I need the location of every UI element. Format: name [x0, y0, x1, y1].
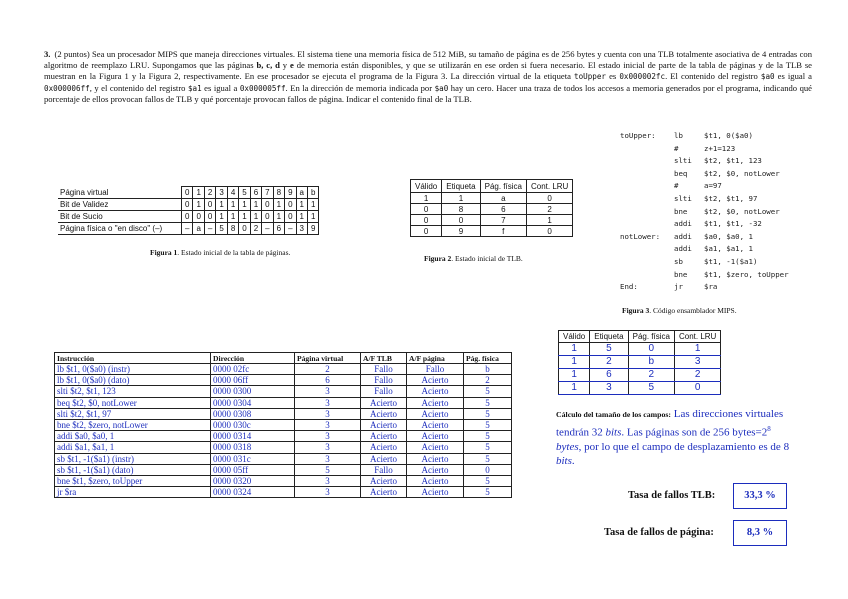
trace-cell: lb $t1, 0($a0) (dato) — [55, 375, 211, 386]
trace-cell: 2 — [464, 375, 512, 386]
code-line — [620, 231, 789, 244]
tlb-cell: 1 — [559, 369, 590, 382]
code-opcode: sb — [674, 256, 683, 266]
page-table-row — [58, 211, 319, 223]
page-table-row — [58, 187, 319, 199]
code-opcode: slti — [674, 193, 692, 203]
code-label: toUpper: — [620, 131, 656, 140]
address-code: 0x000002fc — [619, 72, 666, 82]
calc-heading: Cálculo del tamaño de los campos: — [556, 410, 672, 419]
problem-number: 3. — [44, 49, 51, 59]
trace-cell: Acierto — [407, 476, 464, 487]
tlb-cell: 1 — [674, 343, 720, 356]
code-args: $t1, 0($a0) — [704, 131, 753, 140]
page-table-row — [58, 199, 319, 211]
calc-text: . Las páginas son de 256 bytes=2 — [621, 426, 768, 439]
trace-cell: Acierto — [361, 420, 407, 431]
page-table-cell: 6 — [250, 187, 261, 199]
page-table-cell: a — [296, 187, 307, 199]
tlb-cell: 1 — [559, 356, 590, 369]
tlb-cell: 1 — [526, 215, 572, 226]
tlb-row — [559, 356, 721, 369]
trace-cell: Acierto — [361, 431, 407, 442]
trace-cell: 5 — [295, 464, 361, 475]
problem-text: . En la dirección de memoria indicada por — [285, 82, 435, 93]
code-label: End: — [620, 282, 638, 292]
page-table-row-label: Bit de Validez — [58, 199, 182, 211]
page-table-cell: 0 — [182, 211, 193, 223]
problem-statement — [44, 49, 812, 105]
register-code: $a0 — [434, 83, 449, 93]
tlb-cell: 2 — [674, 369, 720, 382]
trace-cell: Acierto — [407, 375, 464, 386]
tlb-cell: 9 — [442, 226, 480, 237]
trace-cell: 5 — [464, 408, 512, 419]
code-args: a=97 — [704, 181, 722, 191]
page-table-row-label: Bit de Sucio — [58, 211, 182, 223]
page-fault-rate-value: 8,3 % — [733, 520, 787, 546]
page-table-cell: 3 — [296, 223, 307, 235]
trace-cell: 5 — [464, 420, 512, 431]
tlb-cell: 1 — [559, 343, 590, 356]
trace-cell: beq $t2, $0, notLower — [55, 397, 211, 408]
page-table-cell: 1 — [216, 211, 227, 223]
page-table-cell: – — [262, 223, 273, 235]
tlb-cell: a — [480, 193, 526, 204]
calc-text: bytes — [556, 440, 579, 453]
calc-text: bits — [605, 426, 622, 439]
page-table-cell: 8 — [273, 187, 284, 199]
problem-text: . El contenido del registro — [665, 71, 761, 82]
code-line — [620, 193, 789, 206]
tlb-cell: 0 — [411, 204, 442, 215]
trace-cell: 5 — [464, 453, 512, 464]
trace-cell: 0000 0308 — [211, 408, 295, 419]
trace-row — [55, 420, 512, 431]
problem-text: de memoria están disponibles, y que se utilizarán en ese orden si fuera necesario. El estado inicial de parte de la tabla de páginas y de la TLB se muestran en la Figura 1 y la Figura 2, respectivamente. En ese procesador se ejecuta el programa de la Figura 3. La dirección virtual de la etiqueta — [44, 60, 812, 82]
trace-cell: 6 — [295, 375, 361, 386]
tlb-cell: 0 — [526, 193, 572, 204]
tlb-header-cell: Etiqueta — [442, 180, 480, 193]
page-table-cell: 0 — [193, 211, 204, 223]
trace-row — [55, 397, 512, 408]
trace-cell: 3 — [295, 487, 361, 498]
trace-cell: Acierto — [361, 397, 407, 408]
code-label: notLower: — [620, 231, 661, 241]
tlb-row — [559, 369, 721, 382]
page-table-cell: 0 — [285, 199, 296, 211]
page-table-cell: – — [204, 223, 215, 235]
trace-header-cell: Página virtual — [295, 353, 361, 364]
field-size-calculation — [556, 407, 796, 468]
problem-text: , y el contenido del registro — [89, 82, 188, 93]
code-line — [620, 256, 789, 269]
page-table-cell: 0 — [262, 211, 273, 223]
trace-row — [55, 453, 512, 464]
code-opcode: # — [674, 143, 679, 153]
trace-cell: 0000 0300 — [211, 386, 295, 397]
trace-cell: Acierto — [361, 442, 407, 453]
trace-row — [55, 408, 512, 419]
trace-cell: Acierto — [407, 397, 464, 408]
code-opcode: addi — [674, 244, 692, 254]
tlb-header-cell: Cont. LRU — [674, 331, 720, 343]
trace-cell: 0000 06ff — [211, 375, 295, 386]
code-line — [620, 143, 789, 156]
tlb-cell: 7 — [480, 215, 526, 226]
page-table-cell: 1 — [227, 199, 238, 211]
page-table-cell: 1 — [250, 211, 261, 223]
trace-cell: 3 — [295, 386, 361, 397]
trace-cell: 0000 031c — [211, 453, 295, 464]
tlb-initial-table — [410, 179, 573, 237]
page-e-bold: e — [290, 60, 294, 71]
trace-cell: Acierto — [407, 487, 464, 498]
trace-cell: 0000 0314 — [211, 431, 295, 442]
trace-cell: b — [464, 364, 512, 375]
calc-text: bits — [556, 454, 572, 467]
tlb-row — [559, 343, 721, 356]
code-args: $t2, $0, notLower — [704, 206, 780, 216]
trace-cell: Acierto — [407, 386, 464, 397]
code-line — [620, 206, 789, 219]
value-code: 0x000005ff — [239, 83, 286, 93]
trace-row — [55, 476, 512, 487]
page-table-cell: 1 — [250, 199, 261, 211]
tlb-cell: b — [628, 356, 674, 369]
code-line — [620, 130, 789, 143]
page-table-row — [58, 223, 319, 235]
figure-1-caption: Figura 1. Estado inicial de la tabla de páginas. — [150, 248, 291, 257]
page-table-cell: 0 — [262, 199, 273, 211]
tlb-row — [411, 204, 573, 215]
page-table-cell: 1 — [227, 211, 238, 223]
calc-text: , por lo que el campo de desplazamiento es de 8 — [578, 440, 790, 453]
page-table-cell: 6 — [273, 223, 284, 235]
page-table-cell: 1 — [216, 199, 227, 211]
page-table-cell: a — [193, 223, 204, 235]
tlb-cell: 0 — [628, 343, 674, 356]
trace-cell: 0000 02fc — [211, 364, 295, 375]
problem-text: y — [279, 60, 290, 71]
code-args: $ra — [704, 282, 718, 292]
trace-cell: sb $t1, -1($a1) (instr) — [55, 453, 211, 464]
trace-cell: Acierto — [407, 431, 464, 442]
value-code: 0x000006ff — [44, 83, 90, 93]
calc-exponent: 8 — [767, 425, 771, 433]
tlb-cell: 0 — [411, 226, 442, 237]
trace-cell: Fallo — [361, 375, 407, 386]
label-code: toUpper — [574, 72, 607, 82]
trace-cell: 3 — [295, 431, 361, 442]
code-opcode: bne — [674, 206, 688, 216]
page-table-cell: 0 — [182, 199, 193, 211]
calc-text: . — [571, 454, 575, 467]
page-table-cell: – — [182, 223, 193, 235]
tlb-header-cell: Válido — [559, 331, 590, 343]
tlb-cell: 3 — [590, 382, 628, 395]
tlb-final-table — [558, 330, 721, 395]
problem-text: es igual a — [201, 82, 240, 93]
trace-cell: slti $t2, $t1, 97 — [55, 408, 211, 419]
trace-cell: slti $t2, $t1, 123 — [55, 386, 211, 397]
code-opcode: addi — [674, 231, 692, 241]
code-args: $t2, $0, notLower — [704, 168, 780, 178]
trace-cell: 3 — [295, 442, 361, 453]
trace-header-cell: A/F página — [407, 353, 464, 364]
trace-cell: 0 — [464, 464, 512, 475]
code-opcode: # — [674, 181, 679, 191]
code-opcode: jr — [674, 282, 683, 292]
trace-cell: Acierto — [407, 420, 464, 431]
trace-cell: Acierto — [407, 442, 464, 453]
trace-row — [55, 464, 512, 475]
trace-row — [55, 364, 512, 375]
trace-cell: sb $t1, -1($a1) (dato) — [55, 464, 211, 475]
page-table-cell: 1 — [193, 187, 204, 199]
code-args: $t2, $t1, 97 — [704, 193, 758, 203]
page-table-cell: 1 — [193, 199, 204, 211]
tlb-cell: 1 — [411, 193, 442, 204]
tlb-row — [559, 382, 721, 395]
tlb-cell: 5 — [628, 382, 674, 395]
trace-cell: 5 — [464, 476, 512, 487]
tlb-header-cell: Etiqueta — [590, 331, 628, 343]
trace-cell: 3 — [295, 408, 361, 419]
code-args: $a1, $a1, 1 — [704, 244, 753, 254]
page-table-cell: 0 — [182, 187, 193, 199]
trace-header-cell: Pág. física — [464, 353, 512, 364]
page-table-cell: – — [285, 223, 296, 235]
tlb-header-cell: Pág. física — [628, 331, 674, 343]
code-args: $t1, $t1, -32 — [704, 219, 762, 229]
trace-row — [55, 386, 512, 397]
problem-text: es igual a — [774, 71, 812, 82]
code-opcode: lb — [674, 131, 683, 140]
tlb-cell: 6 — [590, 369, 628, 382]
problem-text: hay un cero. Hacer una traza de todos los accesos a memoria generados por el programa, indicando qué porcentaje de ellos provocan fallos de TLB y qué porcentaje provocan fallos de página. Indicar el contenido final de la TLB. — [44, 82, 812, 104]
page-table-cell: 1 — [307, 199, 318, 211]
trace-row — [55, 431, 512, 442]
trace-cell: Acierto — [407, 453, 464, 464]
page-table-cell: 8 — [227, 223, 238, 235]
trace-cell: lb $t1, 0($a0) (instr) — [55, 364, 211, 375]
tlb-row — [411, 215, 573, 226]
tlb-row — [411, 226, 573, 237]
trace-row — [55, 442, 512, 453]
trace-cell: 0000 030c — [211, 420, 295, 431]
code-line — [620, 281, 789, 294]
trace-cell: 2 — [295, 364, 361, 375]
page-table-cell: 0 — [204, 211, 215, 223]
tlb-cell: f — [480, 226, 526, 237]
trace-cell: bne $t1, $zero, toUpper — [55, 476, 211, 487]
page-table-cell: 0 — [239, 223, 250, 235]
tlb-header-cell: Cont. LRU — [526, 180, 572, 193]
page-fault-rate-label: Tasa de fallos de página: — [604, 527, 714, 538]
tlb-cell: 5 — [590, 343, 628, 356]
trace-cell: 3 — [295, 453, 361, 464]
tlb-cell: 3 — [674, 356, 720, 369]
trace-cell: Fallo — [361, 386, 407, 397]
tlb-cell: 0 — [411, 215, 442, 226]
page-table-cell: 1 — [296, 199, 307, 211]
tlb-miss-rate-value: 33,3 % — [733, 483, 787, 509]
trace-row — [55, 375, 512, 386]
page-table-cell: 9 — [285, 187, 296, 199]
trace-cell: 5 — [464, 431, 512, 442]
page-table-cell: 5 — [216, 223, 227, 235]
tlb-row — [411, 193, 573, 204]
page-table-cell: 7 — [262, 187, 273, 199]
page-table-cell: 3 — [216, 187, 227, 199]
trace-cell: jr $ra — [55, 487, 211, 498]
trace-cell: 0000 0324 — [211, 487, 295, 498]
tlb-cell: 8 — [442, 204, 480, 215]
page-table-cell: 1 — [273, 199, 284, 211]
mips-code — [620, 130, 789, 294]
trace-cell: Fallo — [407, 364, 464, 375]
tlb-cell: 0 — [526, 226, 572, 237]
trace-cell: Acierto — [361, 487, 407, 498]
tlb-cell: 2 — [590, 356, 628, 369]
trace-cell: addi $a1, $a1, 1 — [55, 442, 211, 453]
code-line — [620, 180, 789, 193]
code-opcode: beq — [674, 168, 688, 178]
pages-bold: b, c, d — [256, 60, 280, 71]
trace-cell: Acierto — [361, 476, 407, 487]
trace-cell: 5 — [464, 397, 512, 408]
trace-header-cell: Dirección — [211, 353, 295, 364]
code-opcode: addi — [674, 219, 692, 229]
page-table-cell: 2 — [250, 223, 261, 235]
problem-text: es — [606, 71, 620, 82]
trace-cell: 3 — [295, 397, 361, 408]
code-line — [620, 269, 789, 282]
trace-cell: Acierto — [361, 408, 407, 419]
trace-header-cell: A/F TLB — [361, 353, 407, 364]
trace-cell: addi $a0, $a0, 1 — [55, 431, 211, 442]
page-table-cell: 1 — [239, 199, 250, 211]
code-args: z+1=123 — [704, 143, 736, 153]
trace-cell: 0000 0318 — [211, 442, 295, 453]
code-args: $t1, $zero, toUpper — [704, 269, 789, 279]
register-code: $a1 — [187, 83, 202, 93]
trace-cell: bne $t2, $zero, notLower — [55, 420, 211, 431]
tlb-header-cell: Válido — [411, 180, 442, 193]
code-line — [620, 168, 789, 181]
trace-cell: 0000 0304 — [211, 397, 295, 408]
trace-cell: Acierto — [407, 408, 464, 419]
page-table-header-label: Página virtual — [58, 187, 182, 199]
trace-cell: Fallo — [361, 464, 407, 475]
trace-table — [54, 352, 512, 498]
trace-cell: Fallo — [361, 364, 407, 375]
trace-cell: 0000 05ff — [211, 464, 295, 475]
trace-row — [55, 487, 512, 498]
code-args: $t2, $t1, 123 — [704, 156, 762, 166]
page-table-row-label: Página física o "en disco" (–) — [58, 223, 182, 235]
problem-text: (2 puntos) Sea un procesador MIPS que maneja direcciones virtuales. El sistema tiene una memoria física de 512 MiB, su tamaño de página es de 256 bytes y cuenta con una TLB totalmente asociativa de 4 entradas con algoritmo de reemplazo LRU. Supongamos que las páginas — [44, 49, 812, 71]
tlb-cell: 6 — [480, 204, 526, 215]
trace-header-cell: Instrucción — [55, 353, 211, 364]
figure-3-caption: Figura 3. Código ensamblador MIPS. — [622, 306, 737, 315]
tlb-cell: 1 — [442, 193, 480, 204]
tlb-cell: 2 — [526, 204, 572, 215]
page-table-cell: 1 — [296, 211, 307, 223]
tlb-miss-rate-label: Tasa de fallos TLB: — [628, 490, 716, 501]
page-table-cell: 1 — [239, 211, 250, 223]
page-table-cell: b — [307, 187, 318, 199]
code-line — [620, 243, 789, 256]
trace-cell: 3 — [295, 420, 361, 431]
trace-cell: 0000 0320 — [211, 476, 295, 487]
trace-cell: 3 — [295, 476, 361, 487]
code-opcode: slti — [674, 156, 692, 166]
trace-cell: Acierto — [361, 453, 407, 464]
code-args: $t1, -1($a1) — [704, 256, 758, 266]
page-table-cell: 1 — [273, 211, 284, 223]
trace-cell: 5 — [464, 386, 512, 397]
page-table-cell: 4 — [227, 187, 238, 199]
page-table-cell: 1 — [307, 211, 318, 223]
tlb-cell: 0 — [674, 382, 720, 395]
page-table-cell: 2 — [204, 187, 215, 199]
trace-cell: Acierto — [407, 464, 464, 475]
register-code: $a0 — [760, 72, 775, 82]
figure-2-caption: Figura 2. Estado inicial de TLB. — [424, 254, 523, 263]
tlb-cell: 2 — [628, 369, 674, 382]
code-args: $a0, $a0, 1 — [704, 231, 753, 241]
page-table-cell: 0 — [285, 211, 296, 223]
tlb-header-cell: Pág. física — [480, 180, 526, 193]
page-table-cell: 5 — [239, 187, 250, 199]
trace-cell: 5 — [464, 442, 512, 453]
page-table-cell: 0 — [204, 199, 215, 211]
tlb-cell: 1 — [559, 382, 590, 395]
page-table — [58, 186, 319, 235]
code-line — [620, 155, 789, 168]
code-line — [620, 218, 789, 231]
trace-cell: 5 — [464, 487, 512, 498]
code-opcode: bne — [674, 269, 688, 279]
tlb-cell: 0 — [442, 215, 480, 226]
page-table-cell: 9 — [307, 223, 318, 235]
calc-text: Las direcciones virtuales tendrán 32 — [556, 408, 784, 439]
